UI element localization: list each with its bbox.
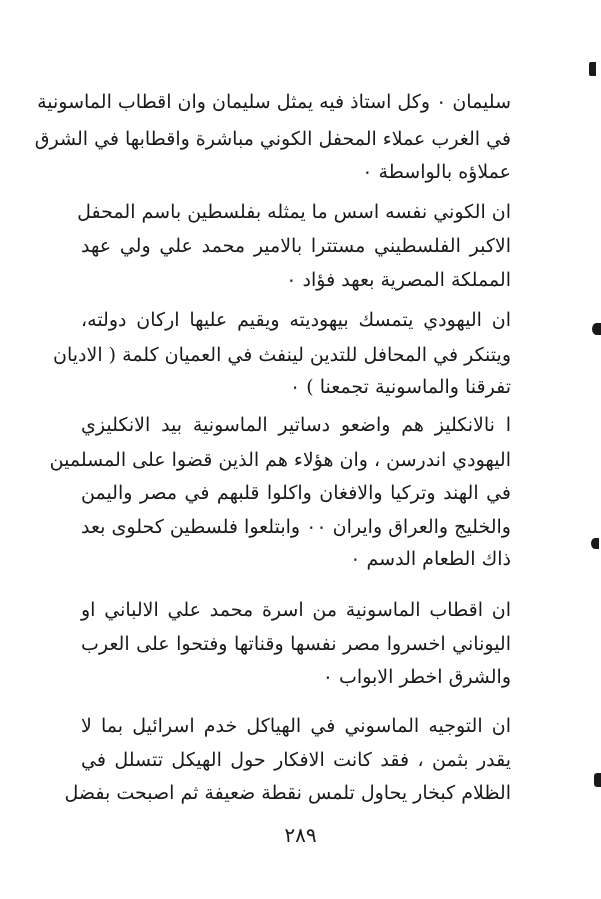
- text-line: الاكبر الفلسطيني مستترا بالامير محمد علي ولي عهد: [81, 235, 511, 257]
- page-number: ٢٨٩: [284, 823, 317, 847]
- text-line: والخليج والعراق وايران ٠٠ وابتلعوا فلسطين كحلوى بعد: [81, 516, 511, 538]
- text-line: ان اليهودي يتمسك بيهوديته ويقيم عليها اركان دولته،: [81, 309, 511, 331]
- text-line: ان التوجيه الماسوني في الهياكل خدم اسرائيل بما لا: [81, 715, 511, 737]
- text-line: والشرق اخطر الابواب ٠: [322, 666, 511, 688]
- text-line: ان الكوني نفسه اسس ما يمثله بفلسطين باسم المحفل: [77, 201, 511, 223]
- text-line: ذاك الطعام الدسم ٠: [350, 548, 511, 570]
- text-line: عملاؤه بالواسطة ٠: [362, 161, 511, 183]
- text-line: اليوناني اخسروا مصر نفسها وقناتها وفتحوا على العرب: [81, 633, 511, 655]
- margin-ink-mark: [591, 538, 599, 549]
- text-line: الظلام كبخار يحاول تلمس نقطة ضعيفة ثم اصبحت بفضل: [64, 782, 511, 804]
- text-line: اليهودي اندرسن ، وان هؤلاء هم الذين قضوا على المسلمين: [49, 449, 511, 471]
- text-line: ان اقطاب الماسونية من اسرة محمد علي الالباني او: [81, 599, 511, 621]
- margin-ink-mark: [592, 323, 601, 335]
- text-line: ا نالانكليز هم واضعو دساتير الماسونية بيد الانكليزي: [81, 414, 511, 436]
- margin-ink-mark: [589, 62, 596, 76]
- text-line: المملكة المصرية بعهد فؤاد ٠: [286, 269, 511, 291]
- text-line: سليمان ٠ وكل استاذ فيه يمثل سليمان وان اقطاب الماسونية: [37, 91, 511, 113]
- text-line: في الغرب عملاء المحفل الكوني مباشرة واقطابها في الشرق: [34, 128, 511, 150]
- text-line: ويتنكر في المحافل للتدين لينفث في العميان كلمة ( الاديان: [53, 344, 511, 366]
- margin-ink-mark: [594, 773, 601, 787]
- text-line: تفرقنا والماسونية تجمعنا ) ٠: [290, 376, 511, 398]
- text-line: في الهند وتركيا والافغان واكلوا قلبهم في مصر واليمن: [81, 482, 511, 504]
- text-line: يقدر بثمن ، فقد كانت الافكار حول الهيكل تتسلل في: [81, 749, 511, 771]
